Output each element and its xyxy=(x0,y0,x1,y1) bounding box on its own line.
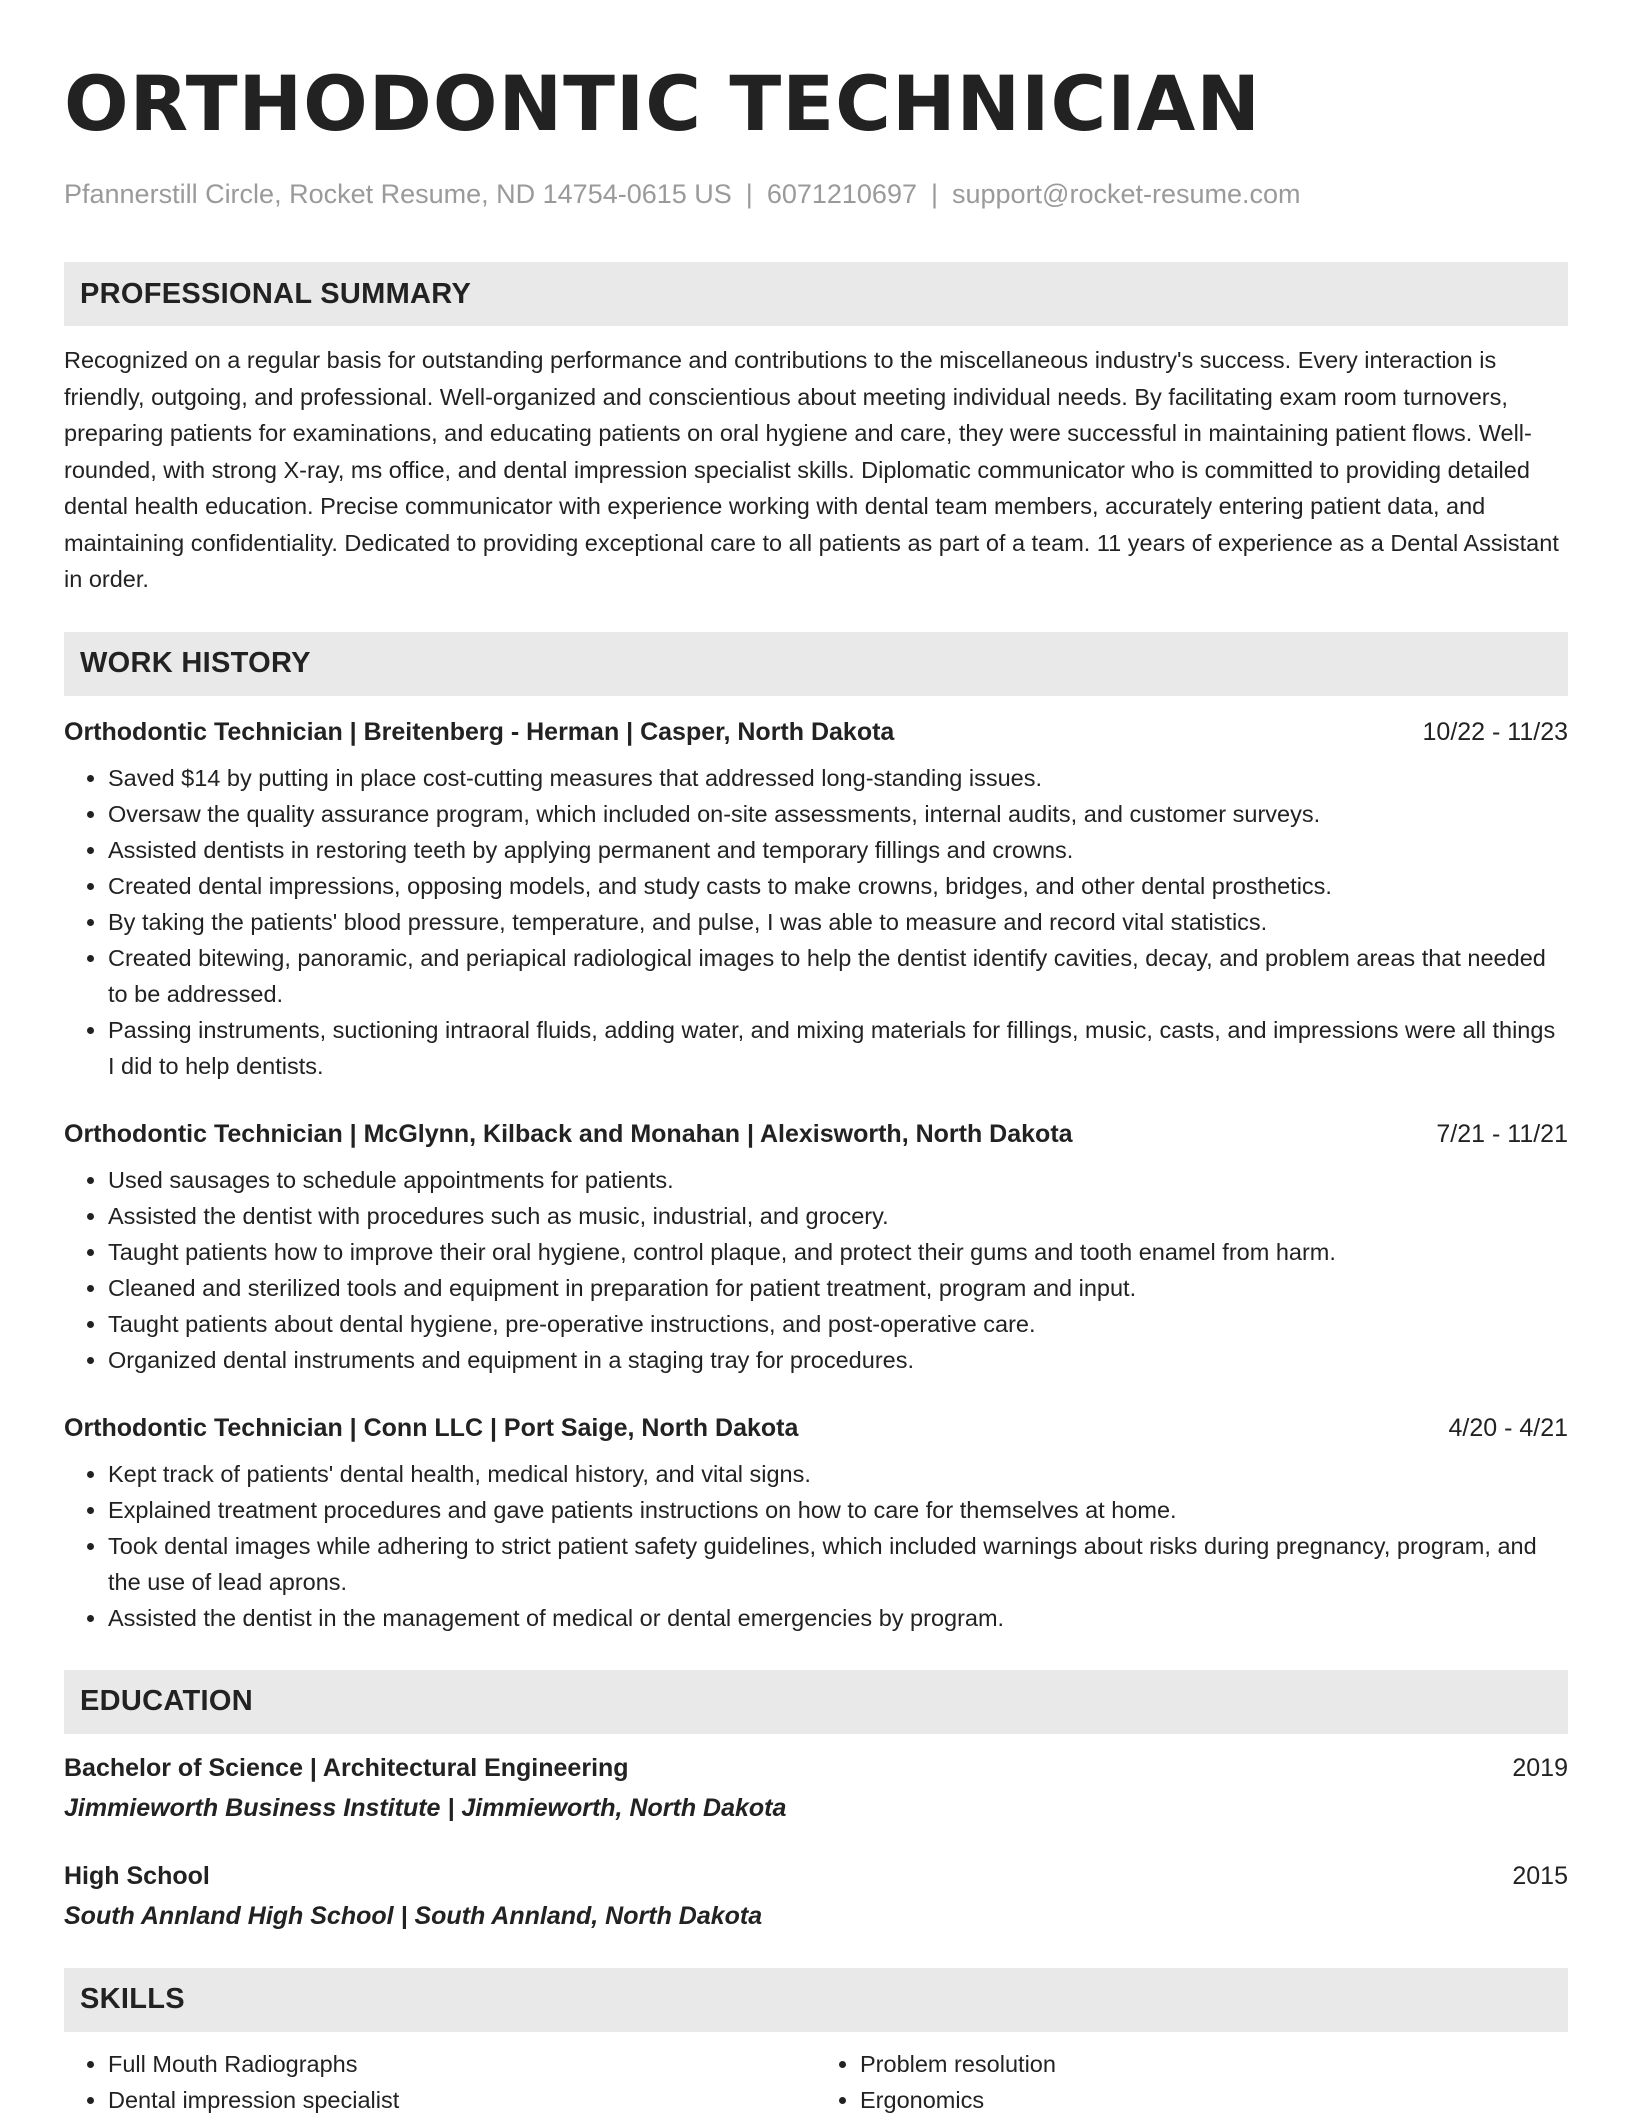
education-year: 2019 xyxy=(1512,1753,1568,1782)
contact-phone: 6071210697 xyxy=(766,179,917,209)
job-entry xyxy=(64,1116,1568,1378)
contact-email: support@rocket-resume.com xyxy=(952,179,1301,209)
job-title: Orthodontic Technician | McGlynn, Kilback and Monahan | Alexisworth, North Dakota xyxy=(64,1119,1073,1148)
job-bullet: • Kept track of patients' dental health, medical history, and vital signs. xyxy=(108,1456,1568,1492)
resume-title: ORTHODONTIC TECHNICIAN xyxy=(64,59,1261,148)
job-bullet: • Assisted the dentist with procedures such as music, industrial, and grocery. xyxy=(108,1198,1568,1234)
job-bullets xyxy=(64,1162,1568,1378)
contact-separator: | xyxy=(930,179,938,209)
job-dates: 4/20 - 4/21 xyxy=(1448,1413,1568,1442)
job-bullet: • Created bitewing, panoramic, and periapical radiological images to help the dentist identify cavities, decay, and problem areas that needed to be addressed. xyxy=(108,940,1568,1012)
job-bullet: • Passing instruments, suctioning intraoral fluids, adding water, and mixing materials for fillings, music, casts, and impressions were all things I did to help dentists. xyxy=(108,1012,1568,1084)
skills-column-right xyxy=(816,2046,1568,2118)
skill-item: • Dental impression specialist xyxy=(108,2082,816,2118)
skill-item: • Ergonomics xyxy=(860,2082,1568,2118)
skills-column-left xyxy=(64,2046,816,2118)
job-header xyxy=(64,714,1568,750)
job-bullet: • Organized dental instruments and equipment in a staging tray for procedures. xyxy=(108,1342,1568,1378)
job-bullets xyxy=(64,1456,1568,1636)
job-bullet: • Taught patients about dental hygiene, pre-operative instructions, and post-operative care. xyxy=(108,1306,1568,1342)
contact-separator: | xyxy=(745,179,753,209)
education-degree: Bachelor of Science | Architectural Engineering xyxy=(64,1753,629,1782)
job-entry xyxy=(64,1410,1568,1636)
job-bullets xyxy=(64,760,1568,1084)
contact-address: Pfannerstill Circle, Rocket Resume, ND 14754-0615 US xyxy=(64,179,732,209)
section-heading-education: EDUCATION xyxy=(64,1670,1568,1734)
job-bullet: • Assisted dentists in restoring teeth by applying permanent and temporary fillings and crowns. xyxy=(108,832,1568,868)
job-bullet: • By taking the patients' blood pressure, temperature, and pulse, I was able to measure and record vital statistics. xyxy=(108,904,1568,940)
job-bullet: • Assisted the dentist in the management of medical or dental emergencies by program. xyxy=(108,1600,1568,1636)
job-bullet: • Explained treatment procedures and gave patients instructions on how to care for themselves at home. xyxy=(108,1492,1568,1528)
section-heading-summary: PROFESSIONAL SUMMARY xyxy=(64,262,1568,326)
summary-text: Recognized on a regular basis for outstanding performance and contributions to the miscellaneous industry's success. Every interaction is friendly, outgoing, and professional. Well-organized and conscientious about meeting individual needs. By facilitating exam room turnovers, preparing patients for examinations, and educating patients on oral hygiene and care, they were successful in maintaining patient flows. Well-rounded, with strong X-ray, ms office, and dental impression specialist skills. Diplomatic communicator who is committed to providing detailed dental health education. Precise communicator with experience working with dental team members, accurately entering patient data, and maintaining confidentiality. Dedicated to providing exceptional care to all patients as part of a team. 11 years of experience as a Dental Assistant in order. xyxy=(64,347,1559,592)
contact-line xyxy=(64,176,1568,212)
job-dates: 10/22 - 11/23 xyxy=(1422,717,1568,746)
education-header xyxy=(64,1858,1568,1894)
skill-item: • Problem resolution xyxy=(860,2046,1568,2082)
education-entry xyxy=(64,1750,1568,1826)
education-school: Jimmieworth Business Institute | Jimmieworth, North Dakota xyxy=(64,1793,787,1822)
education-year: 2015 xyxy=(1512,1861,1568,1890)
job-bullet: • Created dental impressions, opposing models, and study casts to make crowns, bridges, and other dental prosthetics. xyxy=(108,868,1568,904)
job-entry xyxy=(64,714,1568,1084)
education-entry xyxy=(64,1858,1568,1934)
job-bullet: • Saved $14 by putting in place cost-cutting measures that addressed long-standing issues. xyxy=(108,760,1568,796)
education-header xyxy=(64,1750,1568,1786)
education-school: South Annland High School | South Annland, North Dakota xyxy=(64,1901,763,1930)
job-bullet: • Used sausages to schedule appointments for patients. xyxy=(108,1162,1568,1198)
job-bullet: • Took dental images while adhering to strict patient safety guidelines, which included warnings about risks during pregnancy, program, and the use of lead aprons. xyxy=(108,1528,1568,1600)
skill-item: • Full Mouth Radiographs xyxy=(108,2046,816,2082)
job-bullet: • Cleaned and sterilized tools and equipment in preparation for patient treatment, program and input. xyxy=(108,1270,1568,1306)
job-header xyxy=(64,1410,1568,1446)
job-bullet: • Taught patients how to improve their oral hygiene, control plaque, and protect their gums and tooth enamel from harm. xyxy=(108,1234,1568,1270)
section-heading-skills: SKILLS xyxy=(64,1968,1568,2032)
job-header xyxy=(64,1116,1568,1152)
education-degree: High School xyxy=(64,1861,210,1890)
skills-grid xyxy=(64,2046,1568,2118)
job-dates: 7/21 - 11/21 xyxy=(1436,1119,1568,1148)
job-title: Orthodontic Technician | Conn LLC | Port Saige, North Dakota xyxy=(64,1413,799,1442)
job-title: Orthodontic Technician | Breitenberg - Herman | Casper, North Dakota xyxy=(64,717,895,746)
section-heading-work-history: WORK HISTORY xyxy=(64,632,1568,696)
job-bullet: • Oversaw the quality assurance program, which included on-site assessments, internal audits, and customer surveys. xyxy=(108,796,1568,832)
